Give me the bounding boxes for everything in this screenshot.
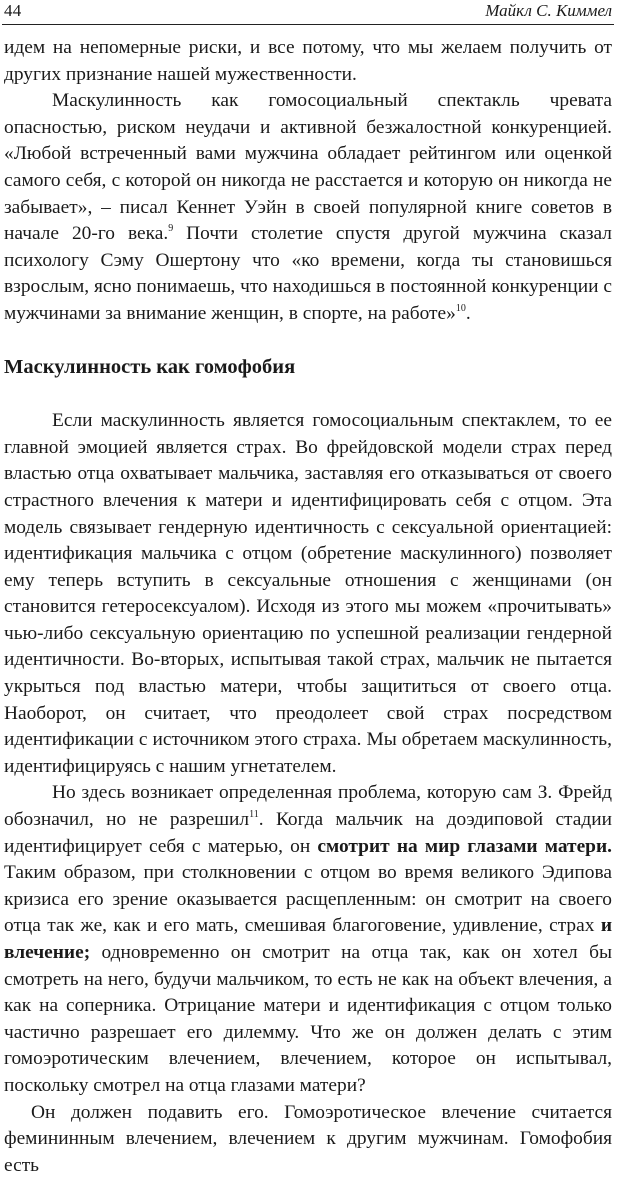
body-text — [4, 35, 612, 1179]
page-number: 44 — [4, 1, 22, 20]
page-header — [2, 0, 614, 25]
paragraph-2: Маскулинность как гомосоциальный спектакль чревата опасностью, риском неудачи и активной безжалостной конкуренцией. «Любой встреченный вами мужчина обладает рейтингом или оценкой самого себя, с которой он никогда не расстается и которую он никогда не забывает», – писал Кеннет Уэйн в своей популярной книге советов в начале 20-го века.$^9$ Почти столетие спустя другой мужчина сказал психологу Сэму Ошертону что «ко времени, когда ты становишься взрослым, ясно понимаешь, что находишься в постоянной конкуренции с мужчинами за внимание женщин, в спорте, на работе»$^{10}$. — [4, 90, 612, 324]
paragraph-4: Но здесь возникает определенная проблема, которую сам З. Фрейд обозначил, но не разрешил$^{11}$. Когда мальчик на доэдиповой стадии идентифицирует себя с матерью, он смотрит на мир глазами матери. Таким образом, при столкновении с отцом во время великого Эдипова кризиса его зрение оказывается расщепленным: он смотрит на своего отца так же, как и его мать, смешивая благоговение, удивление, страх и влечение; одновременно он смотрит на отца так, как он хотел бы смотреть на него, будучи мальчиком, то есть не как на объект влечения, а как на соперника. Отрицание матери и идентификация с отцом только частично разрешает его дилемму. Что же он должен делать с этим гомоэротическим влечением, влечением, которое он испытывал, поскольку смотрел на отца глазами матери? — [4, 782, 612, 1096]
footnote-ref-9[interactable]: 9 — [168, 223, 174, 235]
running-head-author: Майкл С. Киммел — [485, 1, 612, 20]
bold-phrase-mothers-eyes: смотрит на мир глазами матери. — [317, 835, 612, 857]
paragraph-3: Если маскулинность является гомосоциальным спектаклем, то ее главной эмоцией является страх. Во фрейдовской модели страх перед властью отца охватывает мальчика, заставляя его отказываться от своего страстного влечения к матери и идентифицировать себя с отцом. Эта модель связывает гендерную идентичность с сексуальной ориентацией: идентификация мальчика с отцом (обретение маскулинного) позволяет ему теперь вступить в сексуальные отношения с женщинами (он становится гетеросексуалом). Исходя из этого мы можем «прочитывать» чью-либо сексуальную ориентацию по успешной реализации гендерной идентичности. Во-вторых, испытывая такой страх, мальчик не пытается укрыться под властью матери, чтобы защититься от своего отца. Наоборот, он считает, что преодолеет свой страх посредством идентификации с источником этого страха. Мы обретаем маскулинность, идентифицируясь с нашим угнетателем. — [4, 410, 612, 777]
paragraph-1: идем на непомерные риски, и все потому, что мы желаем получить от других признание нашей мужественности. — [4, 37, 612, 85]
section-heading: Маскулинность как гомофобия — [4, 355, 296, 378]
footnote-ref-10[interactable]: 10 — [455, 302, 466, 314]
bold-phrase-attraction: и влечение; — [4, 915, 612, 963]
paragraph-5: Он должен подавить его. Гомоэротическое влечение считается фемининным влечением, влечением к другим мужчинам. Гомофобия есть — [4, 1101, 612, 1176]
footnote-ref-11[interactable]: 11 — [249, 809, 259, 821]
